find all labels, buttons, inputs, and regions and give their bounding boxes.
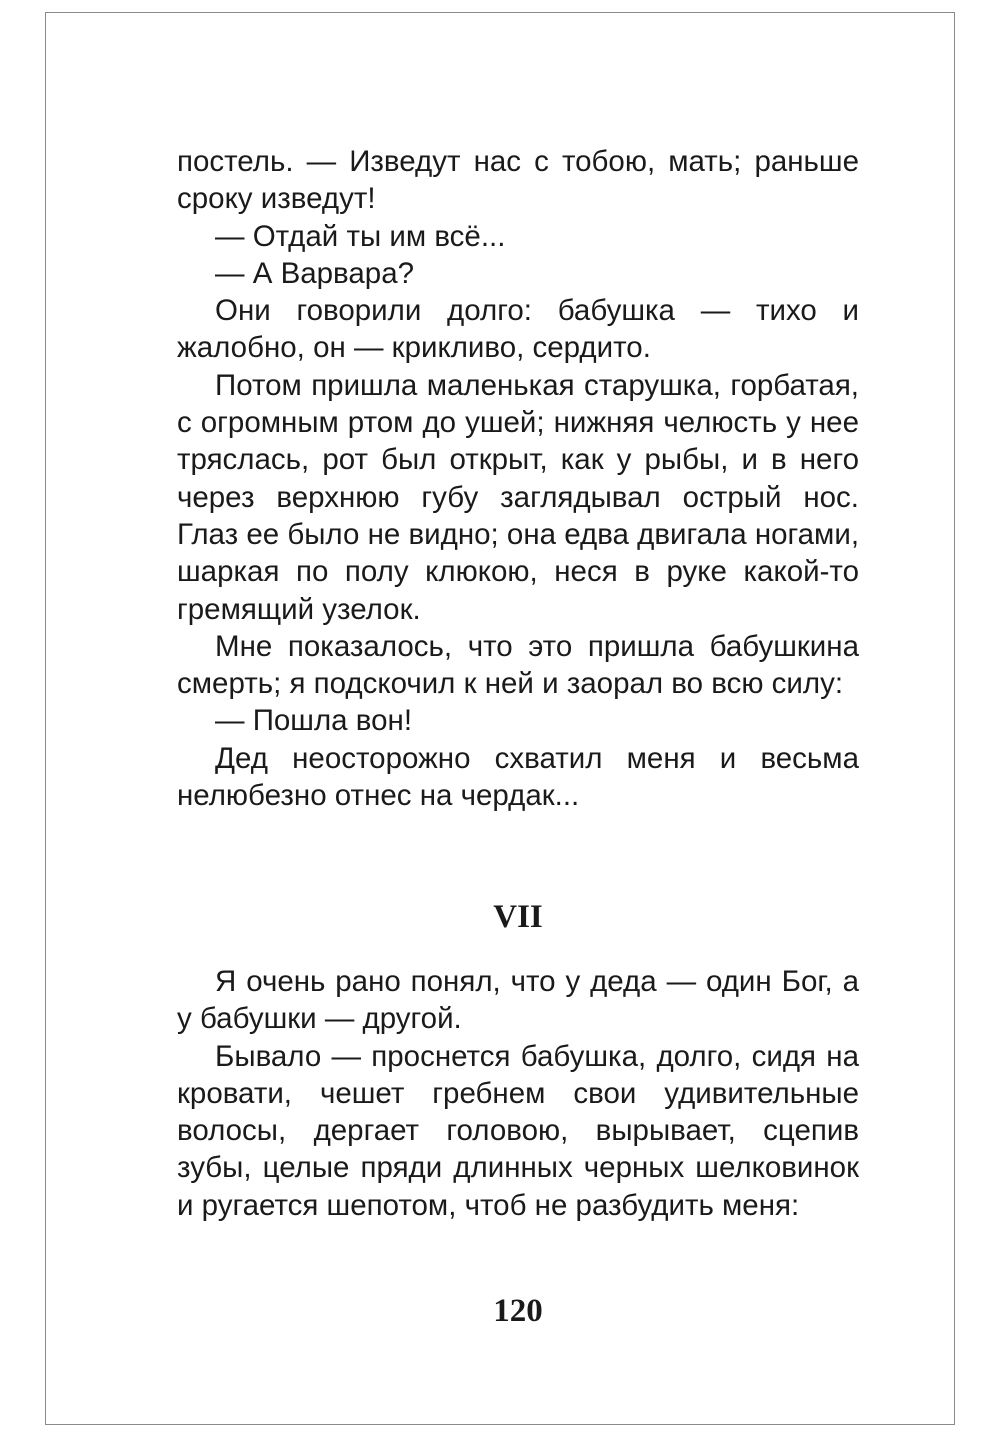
paragraph: — Отдай ты им всё... — [215, 219, 506, 253]
chapter-heading: VII — [493, 899, 543, 935]
paragraph-continuation: постель. — Изведут нас с тобою, мать; раньше сроку изведут! — [177, 145, 859, 216]
paragraph: Потом пришла маленькая старушка, горбатая, с огромным ртом до ушей; нижняя челюсть у нее тряслась, рот был открыт, как у рыбы, и в него через верхнюю губу заглядывал острый нос. Глаз ее было не видно; она едва двигала ногами, шаркая по полу клюкою, неся в руке какой-то гремящий узелок. — [177, 368, 860, 626]
paragraph: — А Варвара? — [215, 256, 415, 290]
paragraph: Мне показалось, что это пришла бабушкина смерть; я подскочил к ней и заорал во всю силу: — [177, 629, 859, 701]
body-text-bottom — [177, 963, 859, 1224]
paragraph: Бывало — проснется бабушка, долго, сидя на кровати, чешет гребнем свои удивительные волосы, дергает головою, вырывает, сцепив зубы, целые пряди длинных черных шелковинок и ругается шепотом, чтоб не разбудить меня: — [177, 1039, 859, 1222]
paragraph: Я очень рано понял, что у деда — один Бог, а у бабушки — другой. — [177, 965, 859, 1036]
paragraph: — Пошла вон! — [215, 704, 413, 738]
paragraph: Дед неосторожно схватил меня и весьма нелюбезно отнес на чердак... — [177, 741, 859, 813]
paragraph: Они говорили долго: бабушка — тихо и жалобно, он — крикливо, сердито. — [177, 294, 859, 365]
page-number: 120 — [493, 1293, 543, 1329]
body-text-top — [177, 143, 859, 814]
